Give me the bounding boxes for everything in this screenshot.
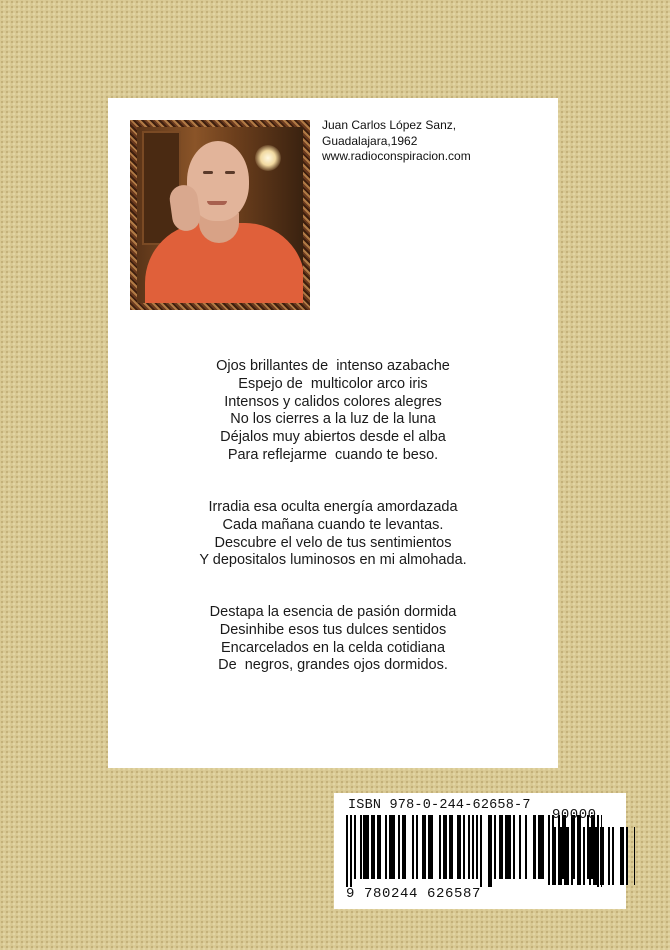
photo-lamp xyxy=(255,145,281,171)
price-code: 90000 xyxy=(552,807,597,823)
poem-line: No los cierres a la luz de la luna xyxy=(230,411,436,428)
poem-line: Descubre el velo de tus sentimientos xyxy=(214,534,452,551)
poem-line: Cada mañana cuando te levantas. xyxy=(222,516,444,533)
photo-mouth xyxy=(207,201,227,205)
isbn-barcode xyxy=(334,793,626,909)
author-website: www.radioconspiracion.com xyxy=(322,149,471,163)
author-photo xyxy=(137,127,303,303)
back-cover-panel xyxy=(108,98,558,768)
poem-line: Ojos brillantes de intenso azabache xyxy=(216,358,450,374)
poem-line: Irradia esa oculta energía amordazada xyxy=(208,499,458,515)
poem-line: Destapa la esencia de pasión dormida xyxy=(209,604,457,620)
poem-line: Y depositalos luminosos en mi almohada. xyxy=(199,552,467,569)
gtin-digits: 9 780244 626587 xyxy=(346,886,482,902)
poem-line: De negros, grandes ojos dormidos. xyxy=(218,657,448,674)
addon-space xyxy=(635,827,639,885)
photo-eye-right xyxy=(225,171,235,174)
isbn-label: ISBN 978-0-244-62658-7 xyxy=(348,798,531,813)
author-origin: Guadalajara,1962 xyxy=(322,133,418,148)
poem-line: Encarcelados en la celda cotidiana xyxy=(220,639,446,656)
poem-line: Espejo de multicolor arco iris xyxy=(238,375,428,392)
poem-line: Desinhibe esos tus dulces sentidos xyxy=(219,621,447,638)
poem-stanza-2 xyxy=(108,499,558,570)
author-photo-frame xyxy=(130,120,310,310)
poem-line: Para reflejarme cuando te beso. xyxy=(227,446,439,463)
poem-line: Déjalos muy abiertos desde el alba xyxy=(220,429,446,446)
photo-eye-left xyxy=(203,171,213,174)
author-info xyxy=(322,118,471,165)
poem-line: Intensos y calidos colores alegres xyxy=(224,393,442,410)
poem-stanza-1 xyxy=(108,358,558,465)
addon-barcode-bars xyxy=(548,827,639,887)
poem-stanza-3 xyxy=(108,604,558,675)
author-name: Juan Carlos López Sanz, xyxy=(322,118,457,132)
